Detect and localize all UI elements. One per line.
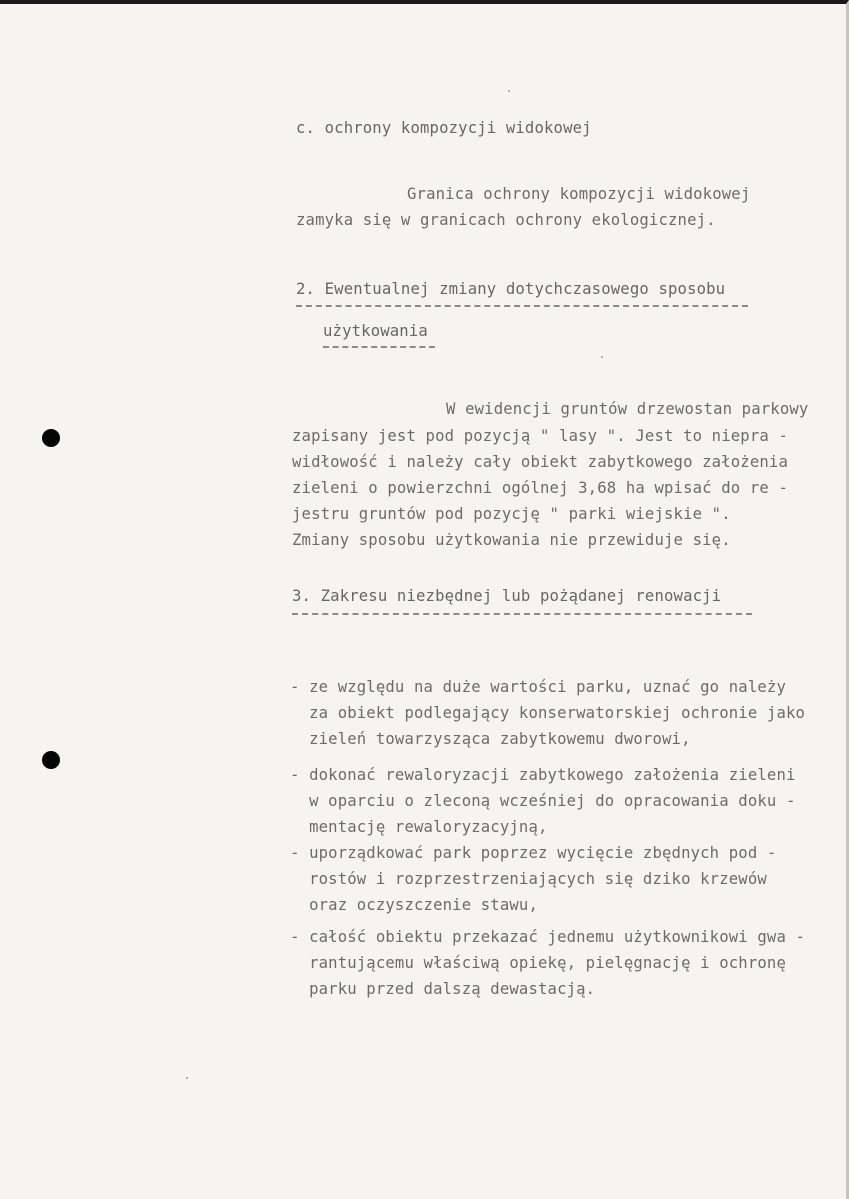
section-2-line-6: Zmiany sposobu użytkowania nie przewiduje się. [292,531,731,549]
punch-hole-top [42,429,60,447]
section-3-heading: 3. Zakresu niezbędnej lub pożądanej renowacji [292,587,722,605]
section-2-line-1: W ewidencji gruntów drzewostan parkowy [446,400,809,418]
section-3-item-line-2: za obiekt podlegający konserwatorskiej ochronie jako [290,704,806,722]
section-3-item-line-5: w oparciu o zleconą wcześniej do opracowania doku - [290,792,796,810]
section-2-underline-2 [323,346,435,348]
section-3-item-line-1: - ze względu na duże wartości parku, uznać go należy [290,678,786,696]
section-2-underline-1 [296,305,748,307]
section-3-item-line-3: zieleń towarzysząca zabytkowemu dworowi, [290,730,691,748]
section-2-line-5: jestru gruntów pod pozycję " parki wiejskie ". [292,505,731,523]
section-2-line-2: zapisany jest pod pozycją " lasy ". Jest to niepra - [292,427,788,445]
section-3-underline [292,613,752,615]
section-3-item-line-10: - całość obiektu przekazać jednemu użytkownikowi gwa - [290,928,806,946]
section-2-heading-line-1: 2. Ewentualnej zmiany dotychczasowego sposobu [296,280,726,298]
section-3-item-line-8: rostów i rozprzestrzeniających się dziko krzewów [290,870,767,888]
section-3-item-line-7: - uporządkować park poprzez wycięcie zbędnych pod - [290,844,777,862]
section-2-line-4: zieleni o powierzchni ogólnej 3,68 ha wpisać do re - [292,479,788,497]
section-c-line-1: Granica ochrony kompozycji widokowej [407,185,751,203]
paper-speck [601,356,603,358]
paper-speck [508,90,510,92]
section-3-item-line-11: rantującemu właściwą opiekę, pielęgnację i ochronę [290,954,786,972]
section-2-heading-line-2: użytkowania [323,322,428,340]
section-3-item-line-12: parku przed dalszą dewastacją. [290,980,596,998]
section-c-line-2: zamyka się w granicach ochrony ekologicznej. [296,211,716,229]
paper-speck [186,1077,188,1079]
section-3-item-line-9: oraz oczyszczenie stawu, [290,896,538,914]
section-3-item-line-4: - dokonać rewaloryzacji zabytkowego założenia zieleni [290,766,796,784]
punch-hole-bottom [42,751,60,769]
section-3-item-line-6: mentację rewaloryzacyjną, [290,818,548,836]
section-c-heading: c. ochrony kompozycji widokowej [296,119,592,137]
section-2-line-3: widłowość i należy cały obiekt zabytkowego założenia [292,453,788,471]
